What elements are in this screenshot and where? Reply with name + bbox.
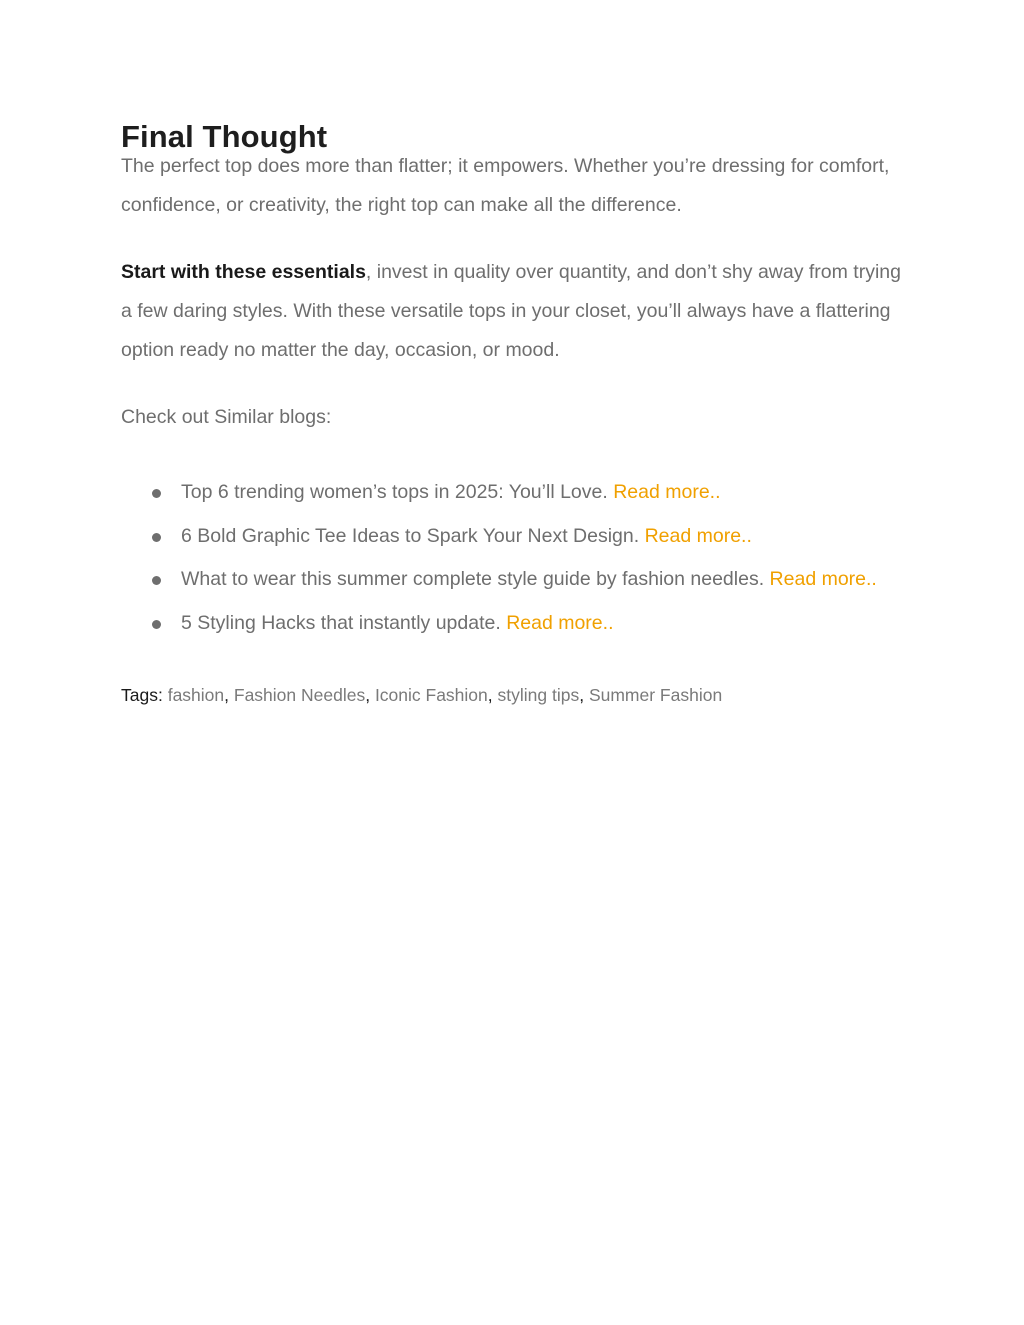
list-item — [121, 471, 911, 515]
blog-title: 5 Styling Hacks that instantly update. — [181, 611, 507, 634]
essentials-bold-text: Start with these essentials — [121, 261, 366, 283]
list-item — [121, 515, 911, 559]
blog-title: Top 6 trending women’s tops in 2025: You’ll Love. — [181, 481, 614, 503]
tag-link[interactable]: Fashion Needles — [233, 685, 366, 705]
tag-separator: , — [365, 685, 375, 705]
tag-separator: , — [487, 685, 498, 705]
section-title: Final Thought — [121, 119, 328, 154]
tags-row — [121, 683, 911, 707]
read-more-link[interactable]: Read more.. — [769, 568, 877, 590]
read-more-link[interactable]: Read more.. — [644, 524, 752, 547]
similar-blogs-list — [121, 471, 911, 645]
similar-blogs-heading: Check out Similar blogs: — [121, 406, 332, 428]
tags-label: Tags: — [121, 685, 163, 705]
blog-title: What to wear this summer complete style guide by fashion needles. — [181, 568, 770, 590]
tag-link[interactable]: styling tips — [497, 685, 580, 705]
bullet-icon — [152, 489, 161, 498]
tag-link[interactable]: fashion — [167, 685, 225, 705]
blog-title: 6 Bold Graphic Tee Ideas to Spark Your Next Design. — [181, 524, 645, 547]
tag-separator: , — [224, 685, 234, 705]
tag-link[interactable]: Summer Fashion — [588, 685, 723, 705]
essentials-paragraph — [121, 253, 911, 370]
article-section — [121, 118, 911, 707]
list-item — [121, 558, 911, 602]
intro-paragraph: The perfect top does more than flatter; it empowers. Whether you’re dressing for comfort, confidence, or creativity, the right top can make all the difference. — [121, 155, 890, 216]
list-item — [121, 602, 911, 646]
tag-link[interactable]: Iconic Fashion — [374, 685, 488, 705]
tag-separator: , — [579, 685, 589, 705]
read-more-link[interactable]: Read more.. — [613, 481, 721, 503]
bullet-icon — [152, 620, 161, 629]
bullet-icon — [152, 576, 161, 585]
essentials-body-text: , invest in quality over quantity, and don’t shy away from trying a few daring styles. With these versatile tops in your closet, you’ll always have a flattering option ready no matter the day, occasion, or mood. — [121, 261, 901, 361]
read-more-link[interactable]: Read more.. — [506, 611, 614, 634]
bullet-icon — [152, 533, 161, 542]
